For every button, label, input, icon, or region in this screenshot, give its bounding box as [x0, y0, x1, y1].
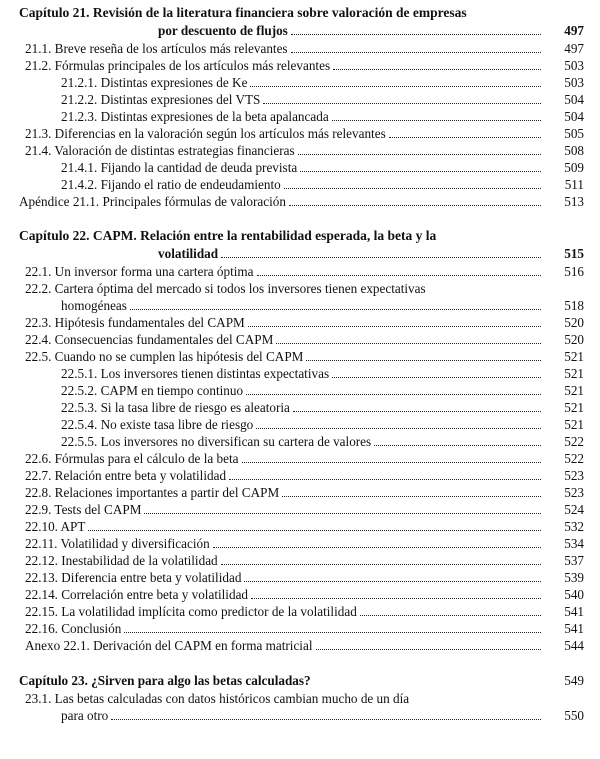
toc-entry[interactable]: 22.11. Volatilidad y diversificación 534: [25, 536, 584, 551]
chapter-23-title: Capítulo 23. ¿Sirven para algo las betas calculadas?: [19, 673, 311, 688]
toc-entry[interactable]: 21.4. Valoración de distintas estrategias financieras 508: [25, 143, 584, 158]
toc-entry[interactable]: 21.2.1. Distintas expresiones de Ke 503: [61, 75, 584, 90]
toc-entry[interactable]: 22.14. Correlación entre beta y volatilidad 540: [25, 587, 584, 602]
toc-entry[interactable]: 22.5.1. Los inversores tienen distintas expectativas 521: [61, 366, 584, 381]
toc-entry[interactable]: 23.1. Las betas calculadas con datos históricos cambian mucho de un día: [25, 691, 410, 706]
toc-entry[interactable]: Anexo 22.1. Derivación del CAPM en forma matricial 544: [25, 638, 584, 653]
toc-entry[interactable]: 22.13. Diferencia entre beta y volatilidad 539: [25, 570, 584, 585]
chapter-21-title-line2: por descuento de flujos: [158, 23, 288, 38]
toc-entry[interactable]: 22.7. Relación entre beta y volatilidad 523: [25, 468, 584, 483]
toc-entry[interactable]: 22.10. APT 532: [25, 519, 584, 534]
toc-entry[interactable]: 22.5. Cuando no se cumplen las hipótesis del CAPM 521: [25, 349, 584, 364]
toc-entry[interactable]: 22.9. Tests del CAPM 524: [25, 502, 584, 517]
chapter-22-title-line2: volatilidad: [158, 246, 219, 261]
toc-entry[interactable]: 21.4.1. Fijando la cantidad de deuda prevista 509: [61, 160, 584, 175]
toc-entry[interactable]: 22.5.4. No existe tasa libre de riesgo 521: [61, 417, 584, 432]
toc-entry[interactable]: 22.5.5. Los inversores no diversifican su cartera de valores 522: [61, 434, 584, 449]
toc-entry[interactable]: 22.6. Fórmulas para el cálculo de la beta 522: [25, 451, 584, 466]
chapter-21-title-line2-row[interactable]: [0, 22, 600, 39]
toc-entry[interactable]: 22.1. Un inversor forma una cartera óptima 516: [25, 264, 584, 279]
toc-entry[interactable]: Apéndice 21.1. Principales fórmulas de valoración 513: [19, 194, 584, 209]
toc-entry[interactable]: 22.15. La volatilidad implícita como predictor de la volatilidad 541: [25, 604, 584, 619]
toc-entry[interactable]: 22.5.3. Si la tasa libre de riesgo es aleatoria 521: [61, 400, 584, 415]
toc-entry-continuation[interactable]: para otro 550: [61, 708, 584, 723]
chapter-22-title-line2-row[interactable]: [0, 245, 600, 262]
leader-dots: [291, 24, 541, 35]
toc-entry[interactable]: 21.2. Fórmulas principales de los artículos más relevantes 503: [25, 58, 584, 73]
chapter-23-page: 549: [564, 673, 584, 688]
toc-entry[interactable]: 22.2. Cartera óptima del mercado si todos los inversores tienen expectativas: [25, 281, 426, 296]
toc-entry[interactable]: 21.1. Breve reseña de los artículos más relevantes 497: [25, 41, 584, 56]
toc-entry[interactable]: 22.16. Conclusión 541: [25, 621, 584, 636]
toc-entry[interactable]: 22.3. Hipótesis fundamentales del CAPM 520: [25, 315, 584, 330]
toc-entry[interactable]: 21.2.2. Distintas expresiones del VTS 504: [61, 92, 584, 107]
toc-entry[interactable]: 21.3. Diferencias en la valoración según los artículos más relevantes 505: [25, 126, 584, 141]
toc-entry[interactable]: 22.5.2. CAPM en tiempo continuo 521: [61, 383, 584, 398]
chapter-22-title-line1[interactable]: Capítulo 22. CAPM. Relación entre la rentabilidad esperada, la beta y la: [19, 228, 437, 243]
toc-entry-continuation[interactable]: homogéneas 518: [61, 298, 584, 313]
toc-entry[interactable]: 22.8. Relaciones importantes a partir del CAPM 523: [25, 485, 584, 500]
toc-entry[interactable]: 21.2.3. Distintas expresiones de la beta apalancada 504: [61, 109, 584, 124]
toc-entry[interactable]: 21.4.2. Fijando el ratio de endeudamiento 511: [61, 177, 584, 192]
toc-entry[interactable]: 22.12. Inestabilidad de la volatilidad 537: [25, 553, 584, 568]
chapter-21-title-line1[interactable]: Capítulo 21. Revisión de la literatura financiera sobre valoración de empresas: [19, 5, 467, 20]
chapter-21-page: 497: [564, 23, 584, 38]
toc-entry[interactable]: 22.4. Consecuencias fundamentales del CAPM 520: [25, 332, 584, 347]
chapter-23-title-row[interactable]: [0, 672, 600, 689]
chapter-22-page: 515: [564, 246, 584, 261]
